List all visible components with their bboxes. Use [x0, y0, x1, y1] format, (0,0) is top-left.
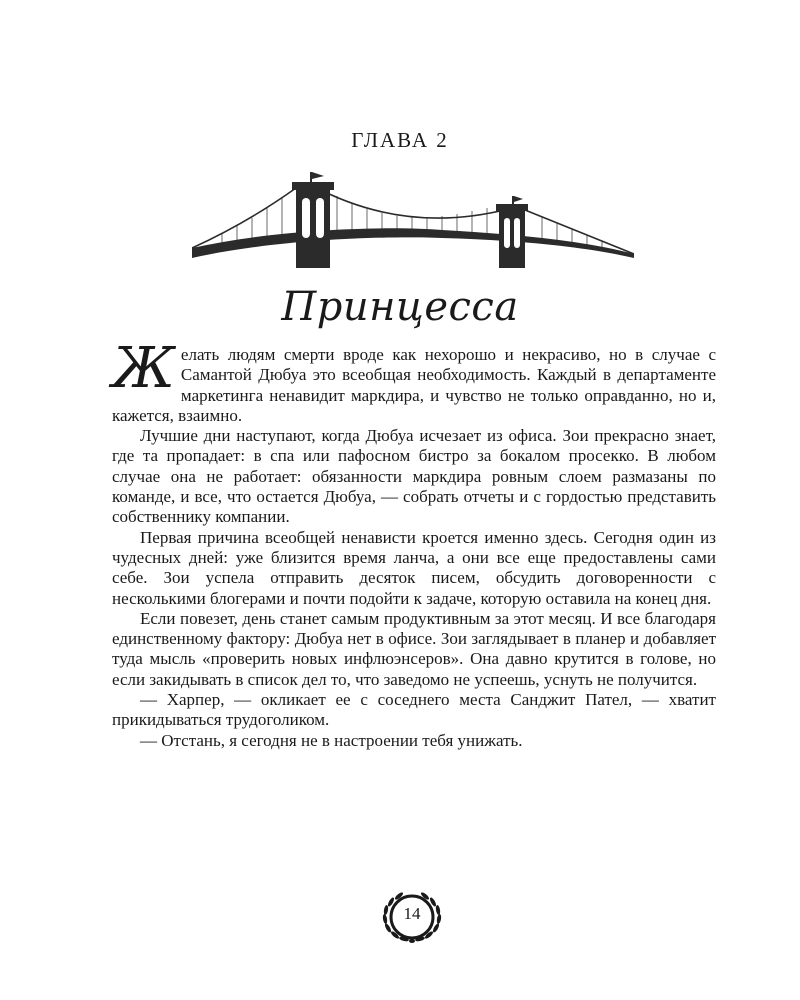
paragraph-1-text: елать людям смерти вроде как нехорошо и некрасиво, но в случае с Самантой Дюбуа это всеобщая необходимость. Каждый в департаменте маркетинга ненавидит маркдира, и чувство не только оправданно, но и, кажется, взаимно.: [112, 345, 716, 425]
chapter-title: Принцесса: [281, 284, 519, 330]
paragraph-6: — Отстань, я сегодня не в настроении тебя унижать.: [140, 730, 523, 750]
page-number: 14: [403, 904, 421, 923]
paragraph-1: [112, 336, 716, 426]
paragraph-5: — Харпер, — окликает ее с соседнего места Санджит Пател, — хватит прикидываться трудоголиком.: [112, 690, 716, 730]
chapter-label: ГЛАВА 2: [351, 128, 449, 152]
drop-cap: Ж: [112, 336, 175, 401]
paragraph-4: Если повезет, день станет самым продуктивным за этот месяц. И все благодаря единственному фактору: Дюбуа нет в офисе. Зои заглядывает в планер и добавляет туда мысль «проверить новых инфлюэнсеров». Она давно крутится в голове, но если закидывать в список дел то, что заведомо не успеешь, уснуть не получится.: [112, 608, 716, 689]
paragraph-2: Лучшие дни наступают, когда Дюбуа исчезает из офиса. Зои прекрасно знает, где та пропадает: в спа или пафосном бистро за бокалом просекко. В любом случае она не работает: обязанности маркдира ровным слоем размазаны по команде, и все, что остается Дюбуа, — собрать отчеты и с гордостью представить собственнику компании.: [112, 426, 716, 527]
bridge-illustration-icon: [192, 168, 634, 274]
paragraph-3: Первая причина всеобщей ненависти кроется именно здесь. Сегодня один из чудесных дней: уже близится время ланча, а они все еще предоставлены сами себе. Зои успела отправить десяток писем, обсудить договоренности с несколькими блогерами и почти подойти к задаче, которую оставила на конец дня.: [112, 527, 716, 608]
page-number-ornament: [377, 886, 447, 946]
chapter-text: [112, 336, 716, 751]
